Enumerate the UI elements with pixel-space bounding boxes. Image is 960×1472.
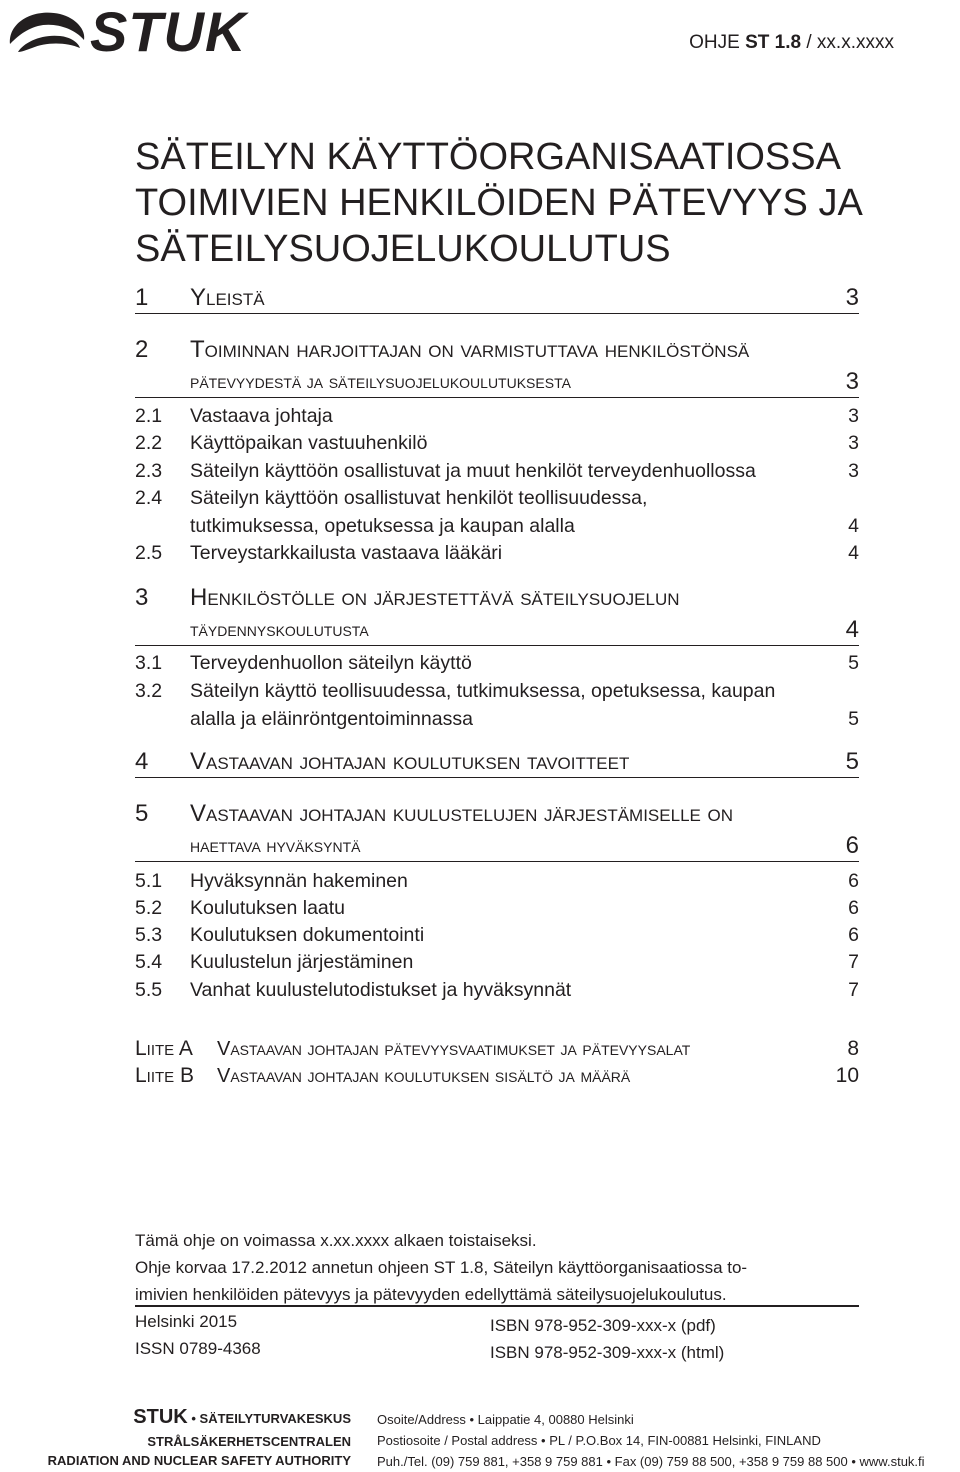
toc-page: 7 [848,951,859,973]
toc-page: 5 [848,652,859,674]
org-fi: SÄTEILYTURVAKESKUS [199,1411,351,1426]
toc-title: Toiminnan harjoittajan on varmistuttava henkilöstönsä [190,336,750,363]
contact-phone-fax-web: Puh./Tel. (09) 759 881, +358 9 759 881 • Fax (09) 759 88 500, +358 9 759 88 500 • www.stuk.fi [377,1454,925,1469]
toc-number: 2 [135,336,149,363]
toc-title: Vanhat kuulustelutodistukset ja hyväksynnät [190,979,572,1001]
toc-number: 3.1 [135,652,163,674]
toc-title: tutkimuksessa, opetuksessa ja kaupan alalla [190,515,575,537]
toc-page: 3 [845,284,859,311]
toc-title: alalla ja eläinröntgentoiminnassa [190,708,473,730]
toc-number: 3 [135,584,149,611]
toc-number: Liite A [135,1037,193,1060]
toc-title: Säteilyn käyttö teollisuudessa, tutkimuksessa, opetuksessa, kaupan [190,680,776,702]
toc-entry-2-4[interactable] [135,485,859,541]
toc-title: täydennyskoulutusta [190,619,369,641]
toc-title: Yleistä [190,284,265,311]
toc-number: 2.3 [135,460,163,482]
toc-page: 5 [848,708,859,730]
toc-title: Terveystarkkailusta vastaava lääkäri [190,542,503,564]
toc-number: 5 [135,800,149,827]
toc-number: 5.3 [135,924,163,946]
toc-page: 8 [847,1037,859,1060]
toc-page: 6 [848,924,859,946]
toc-title: Vastaavan johtajan kuulustelujen järjestämiselle on [190,800,734,827]
toc-number: 1 [135,284,149,311]
isbn-pdf: ISBN 978-952-309-xxx-x (pdf) [490,1316,716,1335]
toc-divider [135,861,859,862]
footer-divider [135,1305,859,1307]
doc-code: ST 1.8 [745,32,802,53]
toc-number: Liite B [135,1064,195,1087]
toc-title: Vastaavan johtajan koulutuksen sisältö ja määrä [217,1065,631,1087]
org-name-en: RADIATION AND NUCLEAR SAFETY AUTHORITY [47,1453,351,1468]
toc-number: 2.4 [135,487,163,509]
toc-title: Vastaava johtaja [190,405,333,427]
toc-page: 4 [848,542,859,564]
logo-wordmark: STUK [90,0,247,63]
toc-page: 3 [848,405,859,427]
toc-divider [135,397,859,398]
toc-title: Koulutuksen laatu [190,897,346,919]
toc-title: Säteilyn käyttöön osallistuvat henkilöt teollisuudessa, [190,487,648,509]
replaces-line-cont: imivien henkilöiden pätevyys ja pätevyyden edellyttämä säteilysuojelukoulutus. [135,1285,727,1304]
toc-page: 6 [848,870,859,892]
toc-number: 5.4 [135,951,163,973]
toc-divider [135,777,859,778]
toc-title: Vastaavan johtajan koulutuksen tavoitteet [190,748,630,775]
toc-page: 3 [848,432,859,454]
toc-section-3[interactable] [135,584,859,644]
toc-entry-3-2[interactable] [135,678,859,734]
toc-number: 2.2 [135,432,163,454]
doc-suffix: / xx.x.xxxx [801,32,894,53]
toc-number: 3.2 [135,680,163,702]
title-line: SÄTEILYSUOJELUKOULUTUS [135,228,671,270]
toc-section-2[interactable] [135,336,859,396]
stuk-logo [4,0,247,63]
toc-page: 10 [835,1064,859,1087]
org-name-sv: STRÅLSÄKERHETSCENTRALEN [147,1434,351,1449]
toc-page: 7 [848,979,859,1001]
toc-page: 6 [848,897,859,919]
toc-title: Terveydenhuollon säteilyn käyttö [190,652,472,674]
replaces-line: Ohje korvaa 17.2.2012 annetun ohjeen ST 1.8, Säteilyn käyttöorganisaatiossa to- [135,1258,748,1277]
validity-notes [135,1227,835,1308]
toc-title: Henkilöstölle on järjestettävä säteilysuojelun [190,584,680,611]
toc-page: 4 [845,616,859,643]
toc-number: 5.5 [135,979,163,1001]
toc-number: 5.2 [135,897,163,919]
title-line: TOIMIVIEN HENKILÖIDEN PÄTEVYYS JA [135,182,863,224]
toc-page: 6 [845,832,859,859]
toc-title: Koulutuksen dokumentointi [190,924,425,946]
toc-title: Hyväksynnän hakeminen [190,870,408,892]
toc-section-5[interactable] [135,800,859,860]
toc-number: 2.5 [135,542,163,564]
stuk-swoosh-icon [4,4,90,60]
document-id [689,32,894,54]
toc-divider [135,645,859,646]
place-year: Helsinki 2015 [135,1312,238,1331]
title-line: SÄTEILYN KÄYTTÖORGANISAATIOSSA [135,136,841,178]
toc-page: 5 [845,748,859,775]
toc-title: pätevyydestä ja säteilysuojelukoulutuksesta [190,371,571,393]
doc-prefix: OHJE [689,32,746,53]
toc-page: 3 [845,368,859,395]
toc-page: 4 [848,515,859,537]
toc-title: Kuulustelun järjestäminen [190,951,414,973]
toc-divider [135,313,859,314]
toc-number: 4 [135,748,149,775]
isbn-html: ISBN 978-952-309-xxx-x (html) [490,1343,725,1362]
toc-title: Säteilyn käyttöön osallistuvat ja muut henkilöt terveydenhuollossa [190,460,756,482]
org-name-fi: STUK • SÄTEILYTURVAKESKUS [133,1406,351,1428]
toc-number: 2.1 [135,405,163,427]
issn: ISSN 0789-4368 [135,1339,261,1358]
org-short: STUK [133,1406,188,1428]
postal-address: Postiosoite / Postal address • PL / P.O.Box 14, FIN-00881 Helsinki, FINLAND [377,1433,821,1448]
validity-line: Tämä ohje on voimassa x.xx.xxxx alkaen toistaiseksi. [135,1231,537,1250]
visiting-address: Osoite/Address • Laippatie 4, 00880 Helsinki [377,1412,634,1427]
toc-page: 3 [848,460,859,482]
toc-number: 5.1 [135,870,163,892]
toc-title: Vastaavan johtajan pätevyysvaatimukset ja pätevyysalat [217,1038,691,1060]
document-title [135,134,875,272]
toc-title: haettava hyväksyntä [190,835,361,857]
toc-title: Käyttöpaikan vastuuhenkilö [190,432,428,454]
